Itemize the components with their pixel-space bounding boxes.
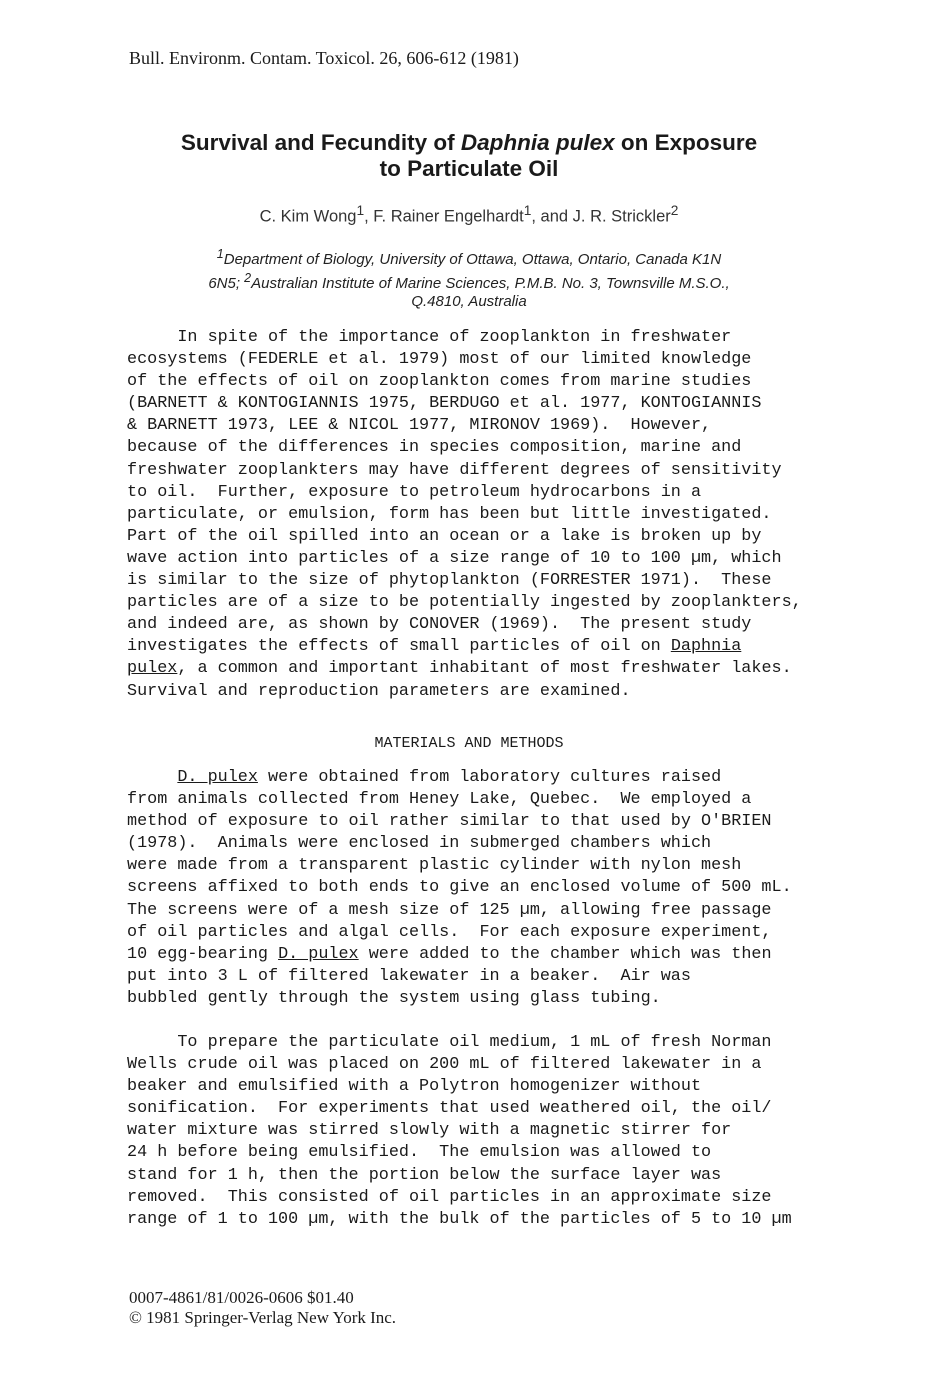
text-line: In spite of the importance of zooplankton in freshwater bbox=[127, 328, 732, 347]
species-name: D. pulex bbox=[278, 944, 359, 964]
text-line: To prepare the particulate oil medium, 1 mL of fresh Norman bbox=[127, 1033, 772, 1052]
section-heading-methods: MATERIALS AND METHODS bbox=[374, 735, 564, 752]
text-line: beaker and emulsified with a Polytron homogenizer without bbox=[127, 1077, 702, 1097]
text-line: because of the differences in species composition, marine and bbox=[127, 438, 742, 458]
text-line: is similar to the size of phytoplankton (FORRESTER 1971). These bbox=[127, 571, 772, 591]
article-title bbox=[60, 130, 878, 182]
species-name: Daphnia bbox=[670, 637, 742, 657]
text-line: bubbled gently through the system using glass tubing. bbox=[127, 988, 661, 1008]
copyright-notice: © 1981 Springer-Verlag New York Inc. bbox=[129, 1308, 397, 1327]
text-line: from animals collected from Heney Lake, Quebec. We employed a bbox=[127, 790, 752, 810]
text-line: stand for 1 h, then the portion below the surface layer was bbox=[127, 1165, 722, 1185]
methods-paragraph-2 bbox=[127, 1032, 867, 1231]
author-2: , F. Rainer Engelhardt bbox=[364, 207, 524, 226]
title-species: Daphnia pulex bbox=[460, 130, 615, 155]
text-line: Wells crude oil was placed on 200 mL of filtered lakewater in a bbox=[127, 1055, 762, 1075]
text-line: 24 h before being emulsified. The emulsion was allowed to bbox=[127, 1143, 712, 1163]
text-line: sonification. For experiments that used weathered oil, the oil/ bbox=[127, 1099, 772, 1119]
article-code: 0007-4861/81/0026-0606 $01.40 bbox=[129, 1288, 354, 1307]
author-2-affil-mark: 1 bbox=[523, 203, 532, 218]
title-line-1 bbox=[60, 130, 878, 156]
text-line: 10 egg-bearing D. pulex were added to the chamber which was then bbox=[127, 944, 772, 964]
intro-paragraph bbox=[127, 327, 867, 703]
text-line: screens affixed to both ends to give an enclosed volume of 500 mL. bbox=[127, 878, 792, 898]
species-name: pulex bbox=[127, 659, 178, 679]
page-footer bbox=[129, 1288, 396, 1328]
text-line: (BARNETT & KONTOGIANNIS 1975, BERDUGO et al. 1977, KONTOGIANNIS bbox=[127, 394, 762, 414]
text-line: were made from a transparent plastic cylinder with nylon mesh bbox=[127, 856, 742, 876]
text-line: range of 1 to 100 µm, with the bulk of the particles of 5 to 10 µm bbox=[127, 1209, 792, 1229]
author-1-affil-mark: 1 bbox=[356, 203, 365, 218]
text-line: method of exposure to oil rather similar to that used by O'BRIEN bbox=[127, 812, 772, 832]
affiliation-line-2: 6N5; $^2$Australian Institute of Marine Sciences, P.M.B. No. 3, Townsville M.S.O., bbox=[208, 271, 730, 292]
affiliation-line-1: $^1$Department of Biology, University of Ottawa, Ottawa, Ontario, Canada K1N bbox=[216, 247, 722, 268]
text-line: put into 3 L of filtered lakewater in a beaker. Air was bbox=[127, 966, 691, 986]
author-3: , and J. R. Strickler bbox=[531, 207, 671, 226]
text-line: of the effects of oil on zooplankton comes from marine studies bbox=[127, 372, 752, 392]
author-3-affil-mark: 2 bbox=[670, 203, 679, 218]
author-list bbox=[60, 203, 878, 227]
text-line: freshwater zooplankters may have different degrees of sensitivity bbox=[127, 460, 782, 480]
text-line: D. pulex were obtained from laboratory cultures raised bbox=[177, 768, 722, 787]
text-line: particles are of a size to be potentially ingested by zooplankters, bbox=[127, 593, 802, 613]
text-line: ecosystems (FEDERLE et al. 1979) most of our limited knowledge bbox=[127, 350, 752, 370]
text-line: Part of the oil spilled into an ocean or a lake is broken up by bbox=[127, 526, 762, 546]
text-line: investigates the effects of small particles of oil on Daphnia bbox=[127, 637, 742, 657]
text-line: of oil particles and algal cells. For each exposure experiment, bbox=[127, 922, 772, 942]
text-line: removed. This consisted of oil particles in an approximate size bbox=[127, 1187, 772, 1207]
text-line: & BARNETT 1973, LEE & NICOL 1977, MIRONOV 1969). However, bbox=[127, 416, 712, 436]
author-1: C. Kim Wong bbox=[259, 207, 357, 226]
methods-paragraph-1 bbox=[127, 767, 867, 1010]
text-line: and indeed are, as shown by CONOVER (1969). The present study bbox=[127, 615, 752, 635]
title-line-2: to Particulate Oil bbox=[379, 156, 559, 181]
species-name: D. pulex bbox=[177, 768, 258, 787]
text-line: wave action into particles of a size range of 10 to 100 µm, which bbox=[127, 548, 782, 568]
text-line: The screens were of a mesh size of 125 µm, allowing free passage bbox=[127, 900, 772, 920]
text-line: water mixture was stirred slowly with a magnetic stirrer for bbox=[127, 1121, 732, 1141]
title-part-1: Survival and Fecundity of bbox=[180, 130, 461, 155]
journal-citation: Bull. Environm. Contam. Toxicol. 26, 606-612 (1981) bbox=[129, 48, 519, 68]
text-line: particulate, or emulsion, form has been but little investigated. bbox=[127, 504, 772, 524]
title-part-2: on Exposure bbox=[614, 130, 758, 155]
affiliation-line-3: Q.4810, Australia bbox=[411, 293, 527, 310]
text-line: pulex, a common and important inhabitant of most freshwater lakes. bbox=[127, 659, 792, 679]
text-line: Survival and reproduction parameters are examined. bbox=[127, 681, 631, 701]
text-line: (1978). Animals were enclosed in submerged chambers which bbox=[127, 834, 712, 854]
text-line: to oil. Further, exposure to petroleum hydrocarbons in a bbox=[127, 482, 702, 502]
affiliations bbox=[110, 245, 828, 311]
